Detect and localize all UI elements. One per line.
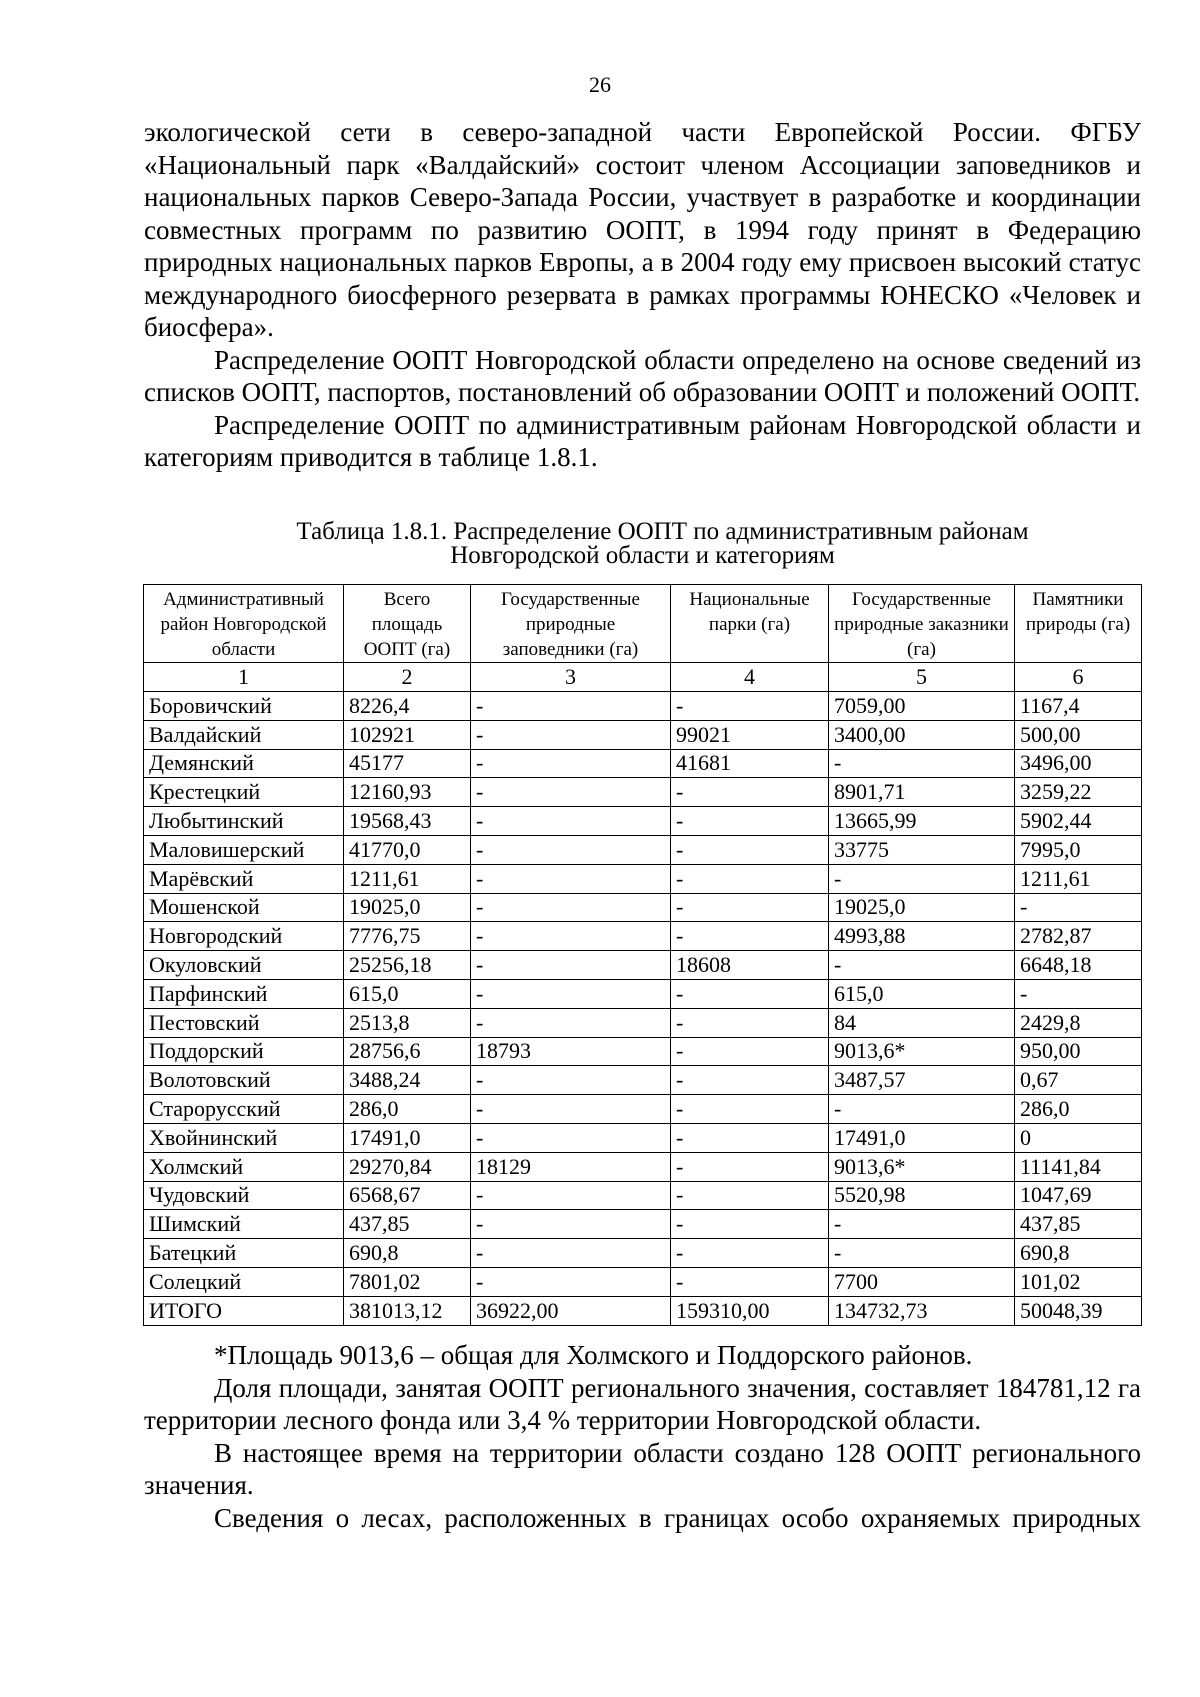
oopt-distribution-table (143, 584, 1142, 1326)
area-value-cell: - (671, 1123, 829, 1152)
column-header: Государственные природные заповедники (га) (471, 585, 671, 663)
area-value-cell: 3487,57 (829, 1066, 1015, 1095)
area-value-cell: 5902,44 (1015, 807, 1142, 836)
area-value-cell: 29270,84 (344, 1152, 471, 1181)
area-value-cell: 3259,22 (1015, 778, 1142, 807)
area-value-cell: - (471, 893, 671, 922)
area-value-cell: 3496,00 (1015, 749, 1142, 778)
area-value-cell: 9013,6* (829, 1152, 1015, 1181)
area-value-cell: 7700 (829, 1267, 1015, 1296)
table-row (144, 922, 1142, 951)
table-row (144, 807, 1142, 836)
area-value-cell: 99021 (671, 720, 829, 749)
area-value-cell: - (671, 1008, 829, 1037)
district-name-cell: Пестовский (144, 1008, 344, 1037)
table-header-row (144, 585, 1142, 663)
area-value-cell: 690,8 (344, 1239, 471, 1268)
area-value-cell: - (829, 749, 1015, 778)
area-value-cell: 286,0 (1015, 1095, 1142, 1124)
area-value-cell: 2782,87 (1015, 922, 1142, 951)
area-value-cell: - (671, 1152, 829, 1181)
area-value-cell: - (471, 922, 671, 951)
area-value-cell: - (671, 1037, 829, 1066)
area-value-cell: 19568,43 (344, 807, 471, 836)
column-number: 4 (671, 663, 829, 692)
area-value-cell: 2513,8 (344, 1008, 471, 1037)
area-value-cell: 13665,99 (829, 807, 1015, 836)
district-name-cell: Крестецкий (144, 778, 344, 807)
area-value-cell: - (829, 1210, 1015, 1239)
column-number: 5 (829, 663, 1015, 692)
area-value-cell: - (471, 979, 671, 1008)
area-value-cell: 615,0 (344, 979, 471, 1008)
area-value-cell: 159310,00 (671, 1296, 829, 1325)
table-row (144, 720, 1142, 749)
district-name-cell: Хвойнинский (144, 1123, 344, 1152)
district-name-cell: Шимский (144, 1210, 344, 1239)
area-value-cell: 41681 (671, 749, 829, 778)
table-row (144, 749, 1142, 778)
district-name-cell: Поддорский (144, 1037, 344, 1066)
table-row (144, 1095, 1142, 1124)
oopt-table-container (143, 584, 1142, 1326)
area-value-cell: 5520,98 (829, 1181, 1015, 1210)
paragraph: Распределение ООПТ Новгородской области определено на основе сведений из списков ООПТ, паспортов, постановлений об образовании ООПТ и положений ООПТ. (144, 344, 1141, 407)
area-value-cell: 28756,6 (344, 1037, 471, 1066)
area-value-cell: 18793 (471, 1037, 671, 1066)
area-value-cell: 500,00 (1015, 720, 1142, 749)
column-number: 2 (344, 663, 471, 692)
area-value-cell: 84 (829, 1008, 1015, 1037)
area-value-cell: - (471, 692, 671, 721)
district-name-cell: Боровичский (144, 692, 344, 721)
area-value-cell: 134732,73 (829, 1296, 1015, 1325)
table-row (144, 835, 1142, 864)
district-name-cell: Батецкий (144, 1239, 344, 1268)
area-value-cell: - (471, 864, 671, 893)
area-value-cell: 50048,39 (1015, 1296, 1142, 1325)
area-value-cell: - (671, 778, 829, 807)
area-value-cell: - (471, 778, 671, 807)
district-name-cell: Маловишерский (144, 835, 344, 864)
area-value-cell: 615,0 (829, 979, 1015, 1008)
district-name-cell: Чудовский (144, 1181, 344, 1210)
area-value-cell: - (829, 1095, 1015, 1124)
area-value-cell: - (671, 1181, 829, 1210)
area-value-cell: 8901,71 (829, 778, 1015, 807)
area-value-cell: - (471, 749, 671, 778)
area-value-cell: 7059,00 (829, 692, 1015, 721)
table-caption (144, 520, 1141, 568)
area-value-cell: 12160,93 (344, 778, 471, 807)
area-value-cell: - (471, 1239, 671, 1268)
table-row (144, 979, 1142, 1008)
area-value-cell: - (671, 835, 829, 864)
table-row (144, 1152, 1142, 1181)
area-value-cell: 25256,18 (344, 951, 471, 980)
area-value-cell: 381013,12 (344, 1296, 471, 1325)
column-header: Административный район Новгородской области (144, 585, 344, 663)
area-value-cell: 6648,18 (1015, 951, 1142, 980)
area-value-cell: - (671, 1095, 829, 1124)
district-name-cell: Холмский (144, 1152, 344, 1181)
area-value-cell: 2429,8 (1015, 1008, 1142, 1037)
area-value-cell: 6568,67 (344, 1181, 471, 1210)
area-value-cell: - (671, 893, 829, 922)
column-header: Памятники природы (га) (1015, 585, 1142, 663)
area-value-cell: 1047,69 (1015, 1181, 1142, 1210)
district-name-cell: Мошенской (144, 893, 344, 922)
paragraph: Доля площади, занятая ООПТ регионального значения, составляет 184781,12 га территории лесного фонда или 3,4 % территории Новгородской области. (144, 1372, 1141, 1435)
district-name-cell: Старорусский (144, 1095, 344, 1124)
area-value-cell: - (671, 922, 829, 951)
area-value-cell: 41770,0 (344, 835, 471, 864)
area-value-cell: 7995,0 (1015, 835, 1142, 864)
area-value-cell: - (671, 1066, 829, 1095)
district-name-cell: ИТОГО (144, 1296, 344, 1325)
area-value-cell: - (471, 1267, 671, 1296)
paragraph: Сведения о лесах, расположенных в границах особо охраняемых природных (214, 1502, 1141, 1533)
body-text-bottom (144, 1339, 1141, 1534)
area-value-cell: 3400,00 (829, 720, 1015, 749)
area-value-cell: 7776,75 (344, 922, 471, 951)
area-value-cell: 690,8 (1015, 1239, 1142, 1268)
district-name-cell: Солецкий (144, 1267, 344, 1296)
area-value-cell: - (829, 1239, 1015, 1268)
district-name-cell: Волотовский (144, 1066, 344, 1095)
table-row (144, 864, 1142, 893)
area-value-cell: - (471, 1181, 671, 1210)
area-value-cell: 437,85 (344, 1210, 471, 1239)
area-value-cell: 17491,0 (344, 1123, 471, 1152)
district-name-cell: Окуловский (144, 951, 344, 980)
area-value-cell: - (471, 807, 671, 836)
area-value-cell: 0,67 (1015, 1066, 1142, 1095)
table-row (144, 951, 1142, 980)
district-name-cell: Марёвский (144, 864, 344, 893)
table-row (144, 1239, 1142, 1268)
table-row (144, 893, 1142, 922)
area-value-cell: 1211,61 (1015, 864, 1142, 893)
area-value-cell: 18129 (471, 1152, 671, 1181)
district-name-cell: Демянский (144, 749, 344, 778)
table-row (144, 1066, 1142, 1095)
table-row (144, 1037, 1142, 1066)
table-body (144, 663, 1142, 1326)
area-value-cell: - (471, 835, 671, 864)
column-number: 3 (471, 663, 671, 692)
page-number: 26 (589, 72, 611, 97)
table-row (144, 1123, 1142, 1152)
area-value-cell: - (471, 1095, 671, 1124)
area-value-cell: 33775 (829, 835, 1015, 864)
area-value-cell: - (471, 951, 671, 980)
area-value-cell: - (671, 979, 829, 1008)
area-value-cell: - (829, 864, 1015, 893)
area-value-cell: 7801,02 (344, 1267, 471, 1296)
area-value-cell: 0 (1015, 1123, 1142, 1152)
area-value-cell: - (829, 951, 1015, 980)
district-name-cell: Любытинский (144, 807, 344, 836)
area-value-cell: - (471, 720, 671, 749)
area-value-cell: 1211,61 (344, 864, 471, 893)
area-value-cell: - (671, 1210, 829, 1239)
area-value-cell: 19025,0 (344, 893, 471, 922)
area-value-cell: - (471, 1008, 671, 1037)
area-value-cell: - (671, 807, 829, 836)
column-number-row (144, 663, 1142, 692)
area-value-cell: - (471, 1066, 671, 1095)
area-value-cell: 102921 (344, 720, 471, 749)
column-header: Национальные парки (га) (671, 585, 829, 663)
paragraph: Распределение ООПТ по административным районам Новгородской области и категориям приводится в таблице 1.8.1. (144, 409, 1141, 472)
area-value-cell: 286,0 (344, 1095, 471, 1124)
area-value-cell: - (671, 1267, 829, 1296)
table-row (144, 1210, 1142, 1239)
table-total-row (144, 1296, 1142, 1325)
area-value-cell: 19025,0 (829, 893, 1015, 922)
footnote: *Площадь 9013,6 – общая для Холмского и Поддорского районов. (214, 1340, 973, 1370)
column-number: 1 (144, 663, 344, 692)
area-value-cell: - (1015, 979, 1142, 1008)
table-row (144, 1008, 1142, 1037)
district-name-cell: Валдайский (144, 720, 344, 749)
table-caption-line: Таблица 1.8.1. Распределение ООПТ по административным районам (296, 518, 1029, 545)
table-row (144, 1267, 1142, 1296)
area-value-cell: 9013,6* (829, 1037, 1015, 1066)
paragraph: экологической сети в северо-западной части Европейской России. ФГБУ «Национальный парк «Валдайский» состоит членом Ассоциации заповедников и национальных парков Северо-Запада России, участвует в разработке и координации совместных программ по развитию ООПТ, в 1994 году принят в Федерацию природных национальных парков Европы, а в 2004 году ему присвоен высокий статус международного биосферного резервата в рамках программы ЮНЕСКО «Человек и биосфера». (144, 117, 1141, 342)
area-value-cell: 101,02 (1015, 1267, 1142, 1296)
table-row (144, 778, 1142, 807)
area-value-cell: 17491,0 (829, 1123, 1015, 1152)
area-value-cell: 45177 (344, 749, 471, 778)
table-row (144, 1181, 1142, 1210)
area-value-cell: 36922,00 (471, 1296, 671, 1325)
area-value-cell: - (471, 1210, 671, 1239)
table-caption-line: Новгородской области и категориям (450, 542, 835, 569)
paragraph: В настоящее время на территории области создано 128 ООПТ регионального значения. (144, 1437, 1141, 1500)
area-value-cell: - (471, 1123, 671, 1152)
area-value-cell: 18608 (671, 951, 829, 980)
area-value-cell: - (671, 1239, 829, 1268)
body-text-top (144, 116, 1141, 474)
area-value-cell: 950,00 (1015, 1037, 1142, 1066)
district-name-cell: Новгородский (144, 922, 344, 951)
area-value-cell: 1167,4 (1015, 692, 1142, 721)
area-value-cell: 437,85 (1015, 1210, 1142, 1239)
column-number: 6 (1015, 663, 1142, 692)
area-value-cell: - (671, 692, 829, 721)
area-value-cell: 4993,88 (829, 922, 1015, 951)
area-value-cell: - (1015, 893, 1142, 922)
column-header: Государственные природные заказники (га) (829, 585, 1015, 663)
area-value-cell: 11141,84 (1015, 1152, 1142, 1181)
column-header: Всего площадь ООПТ (га) (344, 585, 471, 663)
table-row (144, 692, 1142, 721)
area-value-cell: 3488,24 (344, 1066, 471, 1095)
area-value-cell: 8226,4 (344, 692, 471, 721)
area-value-cell: - (671, 864, 829, 893)
district-name-cell: Парфинский (144, 979, 344, 1008)
